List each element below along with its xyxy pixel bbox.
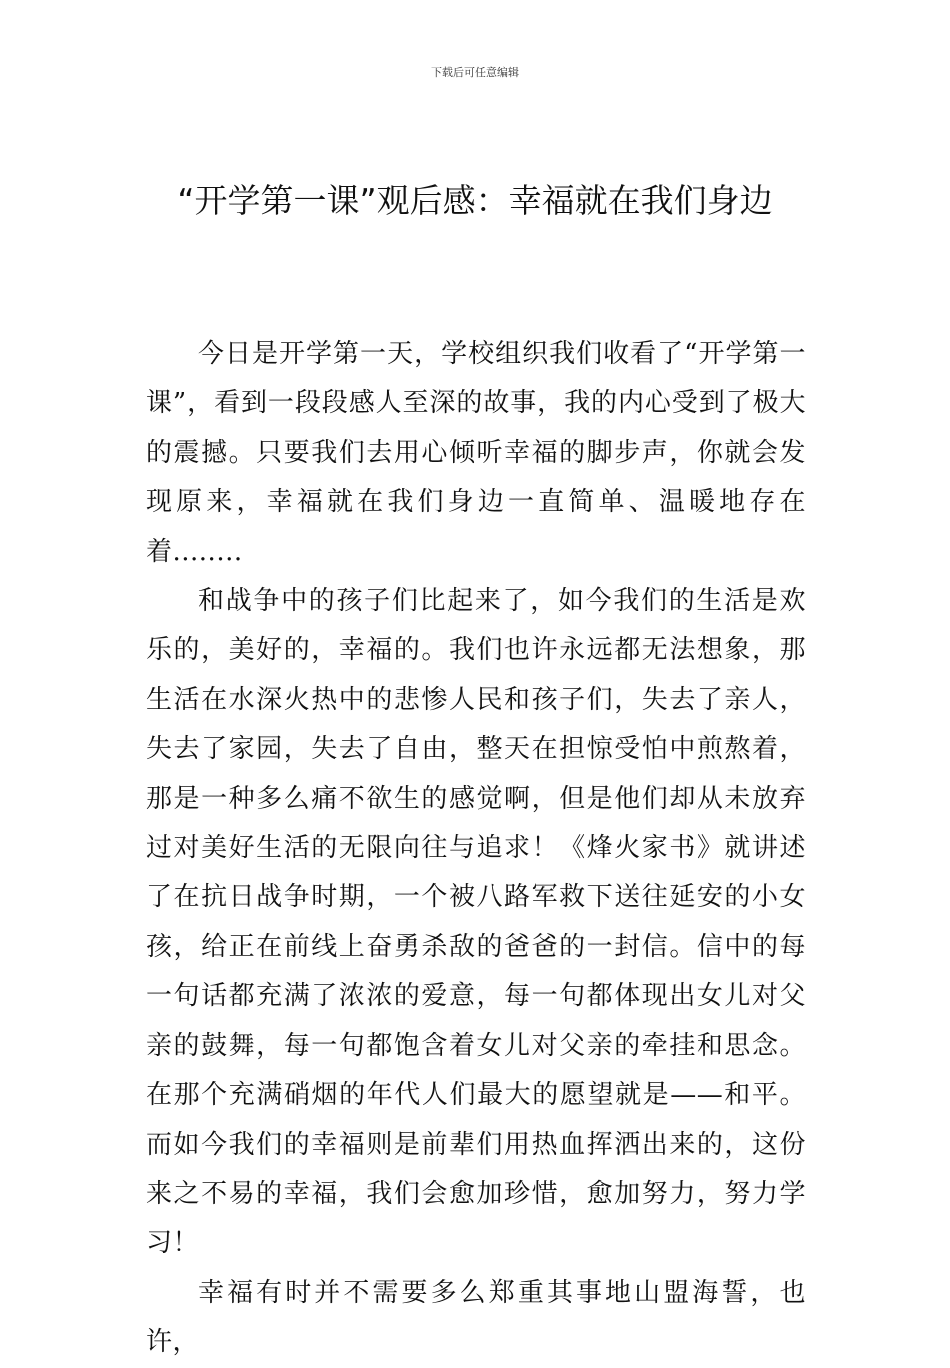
document-body [146, 330, 806, 1368]
paragraph-1: 今日是开学第一天，学校组织我们收看了“开学第一课”，看到一段段感人至深的故事，我的内心受到了极大的震撼。只要我们去用心倾听幸福的脚步声，你就会发现原来，幸福就在我们身边一直简单、温暖地存在着........ [146, 339, 806, 567]
paragraph-3: 幸福有时并不需要多么郑重其事地山盟海誓，也许， [146, 1277, 806, 1358]
paragraph-2: 和战争中的孩子们比起来了，如今我们的生活是欢乐的，美好的，幸福的。我们也许永远都无法想象，那生活在水深火热中的悲惨人民和孩子们，失去了亲人，失去了家园，失去了自由，整天在担惊受怕中煎熬着，那是一种多么痛不欲生的感觉啊，但是他们却从未放弃过对美好生活的无限向往与追求！《烽火家书》就讲述了在抗日战争时期，一个被八路军救下送往延安的小女孩，给正在前线上奋勇杀敌的爸爸的一封信。信中的每一句话都充满了浓浓的爱意，每一句都体现出女儿对父亲的鼓舞，每一句都饱含着女儿对父亲的牵挂和思念。在那个充满硝烟的年代人们最大的愿望就是——和平。而如今我们的幸福则是前辈们用热血挥洒出来的，这份来之不易的幸福，我们会愈加珍惜，愈加努力，努力学习！ [146, 586, 806, 1259]
document-title: “开学第一课”观后感：幸福就在我们身边 [177, 181, 773, 220]
header-note: 下载后可任意编辑 [431, 66, 519, 79]
